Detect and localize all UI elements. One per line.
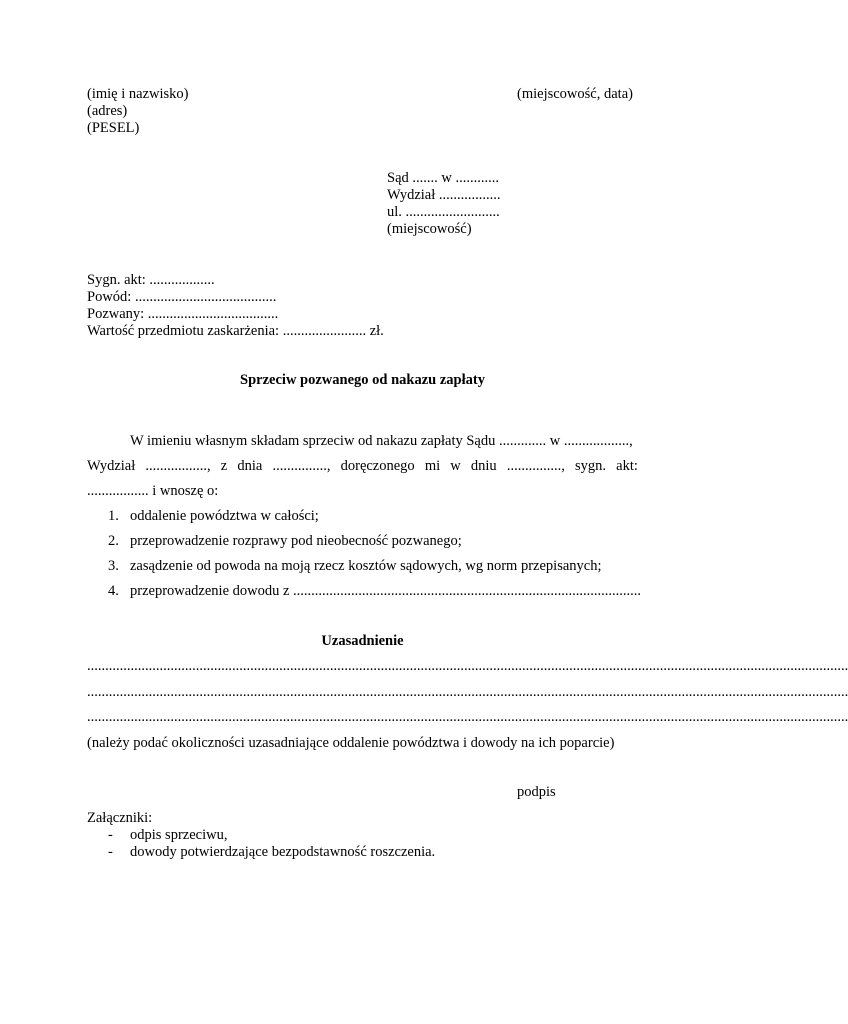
list-item-number: 4. xyxy=(108,583,119,599)
court-line-3: ul. .......................... xyxy=(387,204,500,220)
justified-word: dniu xyxy=(470,458,497,474)
attachments-heading: Załączniki: xyxy=(87,810,153,826)
justified-word: ..............., xyxy=(272,458,331,474)
list-item-text: przeprowadzenie rozprawy pod nieobecność pozwanego; xyxy=(130,533,462,549)
list-item-text: oddalenie powództwa w całości; xyxy=(130,508,319,524)
justification-heading: Uzasadnienie xyxy=(321,633,404,649)
list-item-dash: - xyxy=(108,827,113,843)
body-paragraph-line-2 xyxy=(87,458,638,475)
list-item-dash: - xyxy=(108,844,113,860)
court-line-2: Wydział ................. xyxy=(387,187,501,203)
sender-name: (imię i nazwisko) xyxy=(87,86,189,102)
justified-word: Wydział xyxy=(87,458,136,474)
sender-pesel: (PESEL) xyxy=(87,120,140,136)
list-item-number: 2. xyxy=(108,533,119,549)
justified-word: doręczonego xyxy=(340,458,415,474)
body-paragraph-line-3: ................. i wnoszę o: xyxy=(87,483,219,499)
justification-dot-line: .................................................................................................................................................................................................................. xyxy=(87,658,848,674)
list-item-text: odpis sprzeciwu, xyxy=(130,827,228,843)
list-item-text: zasądzenie od powoda na moją rzecz kosztów sądowych, wg norm przepisanych; xyxy=(130,558,602,574)
list-item-text: przeprowadzenie dowodu z ................................................................................................ xyxy=(130,583,642,599)
court-line-1: Sąd ....... w ............ xyxy=(387,170,499,186)
justified-word: akt: xyxy=(616,458,638,474)
sender-address: (adres) xyxy=(87,103,128,119)
justification-note: (należy podać okoliczności uzasadniające oddalenie powództwa i dowody na ich poparcie) xyxy=(87,735,615,751)
list-item-text: dowody potwierdzające bezpodstawność roszczenia. xyxy=(130,844,436,860)
justified-word: mi xyxy=(424,458,441,474)
justification-dot-line: .................................................................................................................................................................................................................. xyxy=(87,684,848,700)
case-signature: Sygn. akt: .................. xyxy=(87,272,215,288)
place-date: (miejscowość, data) xyxy=(517,86,633,102)
case-defendant: Pozwany: .................................... xyxy=(87,306,279,322)
justified-word: dnia xyxy=(237,458,263,474)
justified-word: sygn. xyxy=(574,458,606,474)
justified-word: z xyxy=(220,458,228,474)
document-title: Sprzeciw pozwanego od nakazu zapłaty xyxy=(240,372,485,388)
body-paragraph-line-1: W imieniu własnym składam sprzeciw od nakazu zapłaty Sądu ............. w .................., xyxy=(130,433,633,449)
justified-word: w xyxy=(450,458,461,474)
case-value: Wartość przedmiotu zaskarżenia: ....................... zł. xyxy=(87,323,384,339)
justification-dot-line: .................................................................................................................................................................................................................. xyxy=(87,709,848,725)
case-plaintiff: Powód: ....................................... xyxy=(87,289,277,305)
justified-word: ..............., xyxy=(506,458,565,474)
list-item-number: 3. xyxy=(108,558,119,574)
signature-label: podpis xyxy=(517,784,556,800)
justified-word: ................., xyxy=(145,458,211,474)
court-line-4: (miejscowość) xyxy=(387,221,472,237)
list-item-number: 1. xyxy=(108,508,119,524)
